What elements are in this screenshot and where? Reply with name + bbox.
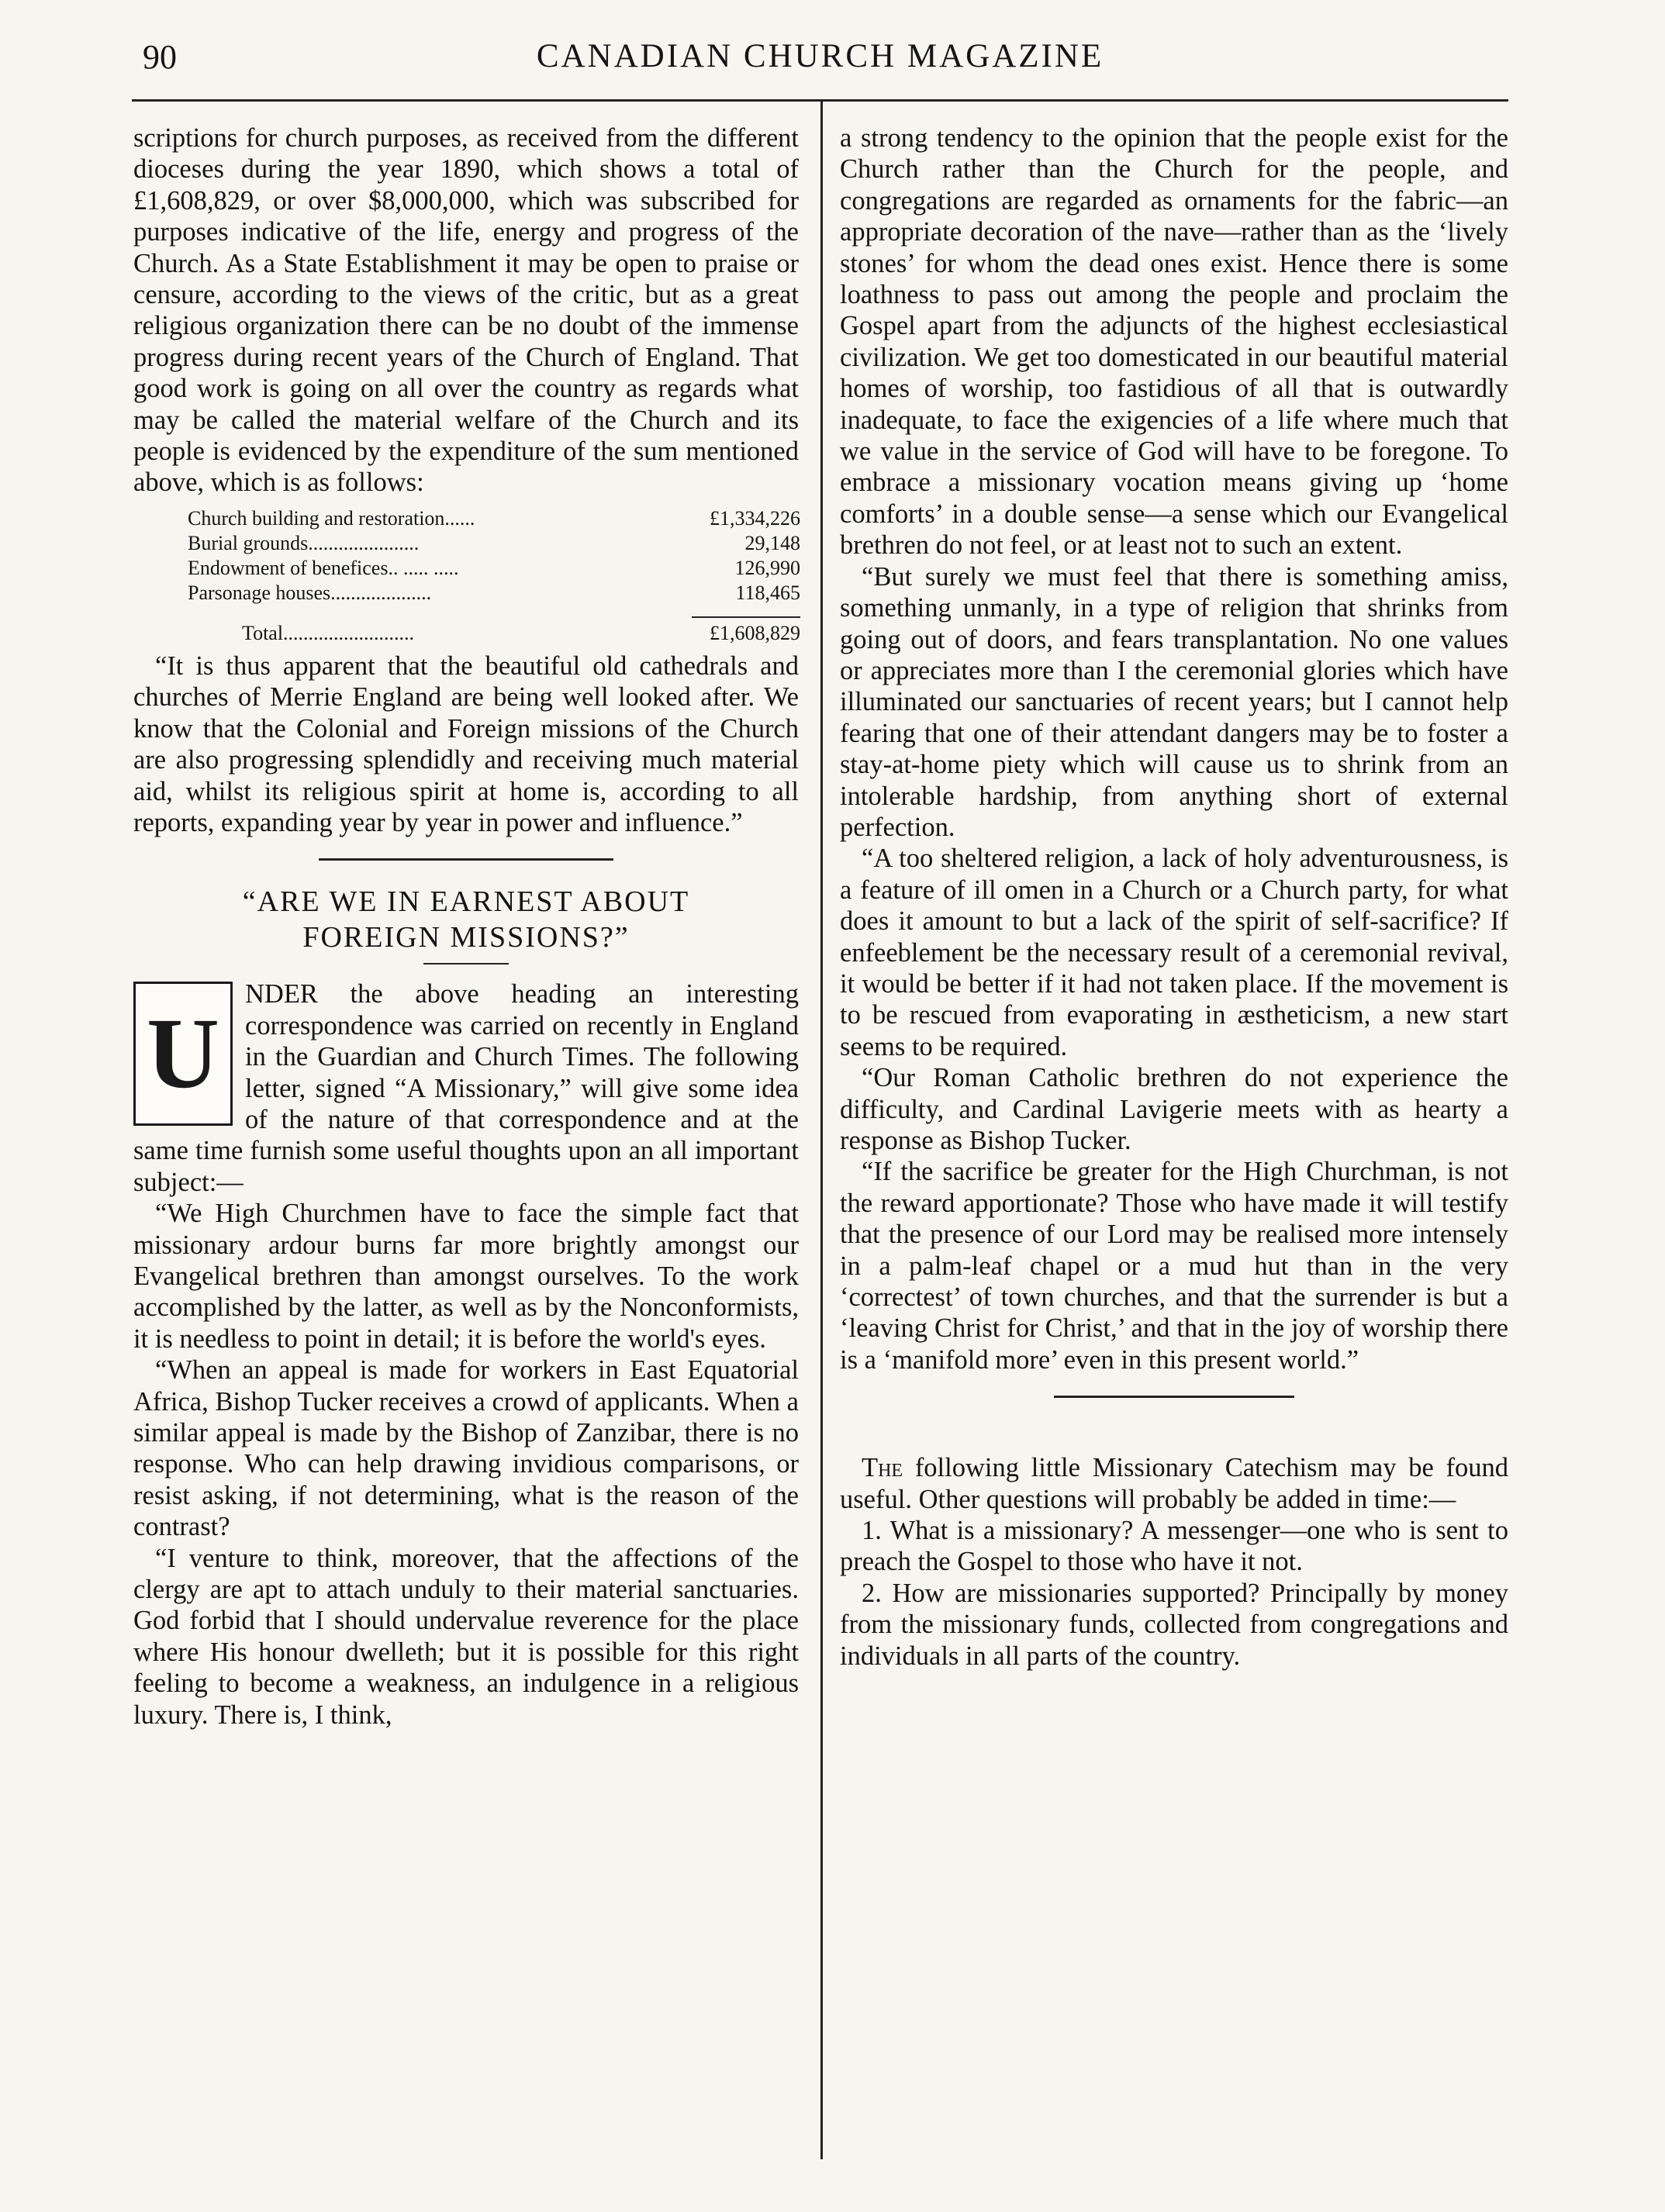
table-row bbox=[188, 556, 800, 581]
table-total-row bbox=[188, 621, 800, 646]
paragraph: scriptions for church purposes, as received from the different dioceses during the year 1890, which shows a total of £1,608,829, or over $8,000,000, which was subscribed for purposes indicative of the life, energy and progress of the Church. As a State Establishment it may be open to praise or censure, according to the views of the critic, but as a great religious organization there can be no doubt of the immense progress during recent years of the Church of England. That good work is going on all over the country as regards what may be called the material welfare of the Church and its people is evidenced by the expenditure of the sum mentioned above, which is as follows: bbox=[133, 123, 799, 498]
paragraph: “We High Churchmen have to face the simple fact that missionary ardour burns far more brightly amongst our Evangelical brethren than amongst ourselves. To the work accomplished by the latter, as well as by the Nonconformists, it is needless to point in detail; it is before the world's eyes. bbox=[133, 1199, 799, 1354]
table-label: Parsonage houses.................... bbox=[188, 581, 432, 604]
catechism-question: 1. What is a missionary? A messenger—one who is sent to preach the Gospel to those who have it not. bbox=[840, 1516, 1508, 1577]
table-label: Church building and restoration...... bbox=[188, 506, 475, 530]
total-label: Total.......................... bbox=[242, 621, 415, 644]
paragraph: “When an appeal is made for workers in East Equatorial Africa, Bishop Tucker receives a crowd of applicants. When a similar appeal is made by the Bishop of Zanzibar, there is no response. Who can help drawing invidious comparisons, or resist asking, if not determining, what is the reason of the contrast? bbox=[133, 1355, 799, 1542]
decorative-initial: U bbox=[133, 982, 233, 1126]
article-heading bbox=[133, 884, 799, 955]
paragraph: “But surely we must feel that there is something amiss, something unmanly, in a type of religion that shrinks from going out of doors, and fears transplantation. No one values or appreciates more than I the ceremonial glories which have illuminated our sanctuaries of recent years; but I cannot help fearing that one of their attendant dangers may be to foster a stay-at-home piety which will cause us to shrink from an intolerable hardship, from anything short of external perfection. bbox=[840, 561, 1508, 842]
magazine-title: CANADIAN CHURCH MAGAZINE bbox=[536, 38, 1104, 74]
heading-divider bbox=[423, 963, 509, 965]
paragraph: “If the sacrifice be greater for the High Churchman, is not the reward apportionate? Those who have made it will testify that the presence of our Lord may be realised more intensely in a palm-leaf chapel or a mud hut than in the very ‘correctest’ of town churches, and that the surrender is but a ‘leaving Christ for Christ,’ and that in the joy of worship there is a ‘manifold more’ even in this present world.” bbox=[840, 1157, 1508, 1375]
total-rule bbox=[692, 616, 800, 618]
paragraph: “I venture to think, moreover, that the affections of the clergy are apt to attach unduly to their material sanctuaries. God forbid that I should undervalue reverence for the place where His honour dwelleth; but it is possible for this right feeling to become a weakness, an indulgence in a religious luxury. There is, I think, bbox=[133, 1543, 799, 1730]
table-row bbox=[188, 581, 800, 606]
page-number: 90 bbox=[143, 38, 177, 76]
column-divider bbox=[820, 101, 823, 2159]
small-caps-lead: The bbox=[862, 1453, 903, 1483]
section-divider bbox=[319, 858, 613, 861]
paragraph: “It is thus apparent that the beautiful old cathedrals and churches of Merrie England are being well looked after. We know that the Colonial and Foreign missions of the Church are also progressing splendidly and receiving much material aid, whilst its religious spirit at home is, according to all reports, expanding year by year in power and influence.” bbox=[133, 650, 799, 837]
table-value: 29,148 bbox=[744, 531, 800, 554]
table-value: £1,334,226 bbox=[710, 506, 800, 530]
paragraph: NDER the above heading an interesting correspondence was carried on recently in England in the Guardian and Church Times. The following letter, signed “A Missionary,” will give some idea of the nature of that correspondence and at the same time furnish some useful thoughts upon an all important subject:— bbox=[133, 979, 799, 1197]
table-label: Endowment of benefices.. ..... ..... bbox=[188, 556, 459, 579]
heading-line-1: “ARE WE IN EARNEST ABOUT bbox=[242, 885, 690, 919]
catechism-intro-text: following little Missionary Catechism may be found useful. Other questions will probably be added in time:— bbox=[840, 1453, 1508, 1514]
left-column bbox=[133, 123, 799, 1731]
page-header bbox=[132, 37, 1508, 102]
right-column bbox=[840, 123, 1508, 1672]
paragraph: a strong tendency to the opinion that the people exist for the Church rather than the Church for the people, and congregations are regarded as ornaments for the fabric—an appropriate decoration of the nave—rather than as the ‘lively stones’ for whom the dead ones exist. Hence there is some loathness to pass out among the people and proclaim the Gospel apart from the adjuncts of the highest ecclesiastical civilization. We get too domesticated in our beautiful material homes of worship, too fastidious of all that is outwardly inadequate, to face the exigencies of a life where much that we value in the service of God will have to be foregone. To embrace a missionary vocation means giving up ‘home comforts’ in a double sense—a sense which our Evangelical brethren do not feel, or at least not to such an extent. bbox=[840, 123, 1508, 561]
catechism-intro bbox=[840, 1452, 1508, 1515]
expenditure-table bbox=[188, 506, 800, 646]
table-value: 118,465 bbox=[735, 581, 800, 604]
paragraph: “Our Roman Catholic brethren do not experience the difficulty, and Cardinal Lavigerie meets with as hearty a response as Bishop Tucker. bbox=[840, 1063, 1508, 1155]
section-divider bbox=[1054, 1396, 1294, 1398]
intro-block bbox=[133, 978, 799, 1198]
table-value: 126,990 bbox=[734, 556, 800, 579]
heading-line-2: FOREIGN MISSIONS?” bbox=[302, 921, 630, 954]
total-value: £1,608,829 bbox=[710, 621, 800, 644]
catechism-question: 2. How are missionaries supported? Principally by money from the missionary funds, collected from congregations and individuals in all parts of the country. bbox=[840, 1578, 1508, 1671]
table-row bbox=[188, 506, 800, 531]
table-label: Burial grounds...................... bbox=[188, 531, 420, 554]
paragraph: “A too sheltered religion, a lack of holy adventurousness, is a feature of ill omen in a Church or a Church party, for what does it amount to but a lack of the spirit of self-sacrifice? If enfeeblement be the necessary result of a ceremonial revival, it would be better if it had not taken place. If the movement is to be rescued from evaporating in æstheticism, a new start seems to be required. bbox=[840, 844, 1508, 1061]
table-row bbox=[188, 531, 800, 556]
